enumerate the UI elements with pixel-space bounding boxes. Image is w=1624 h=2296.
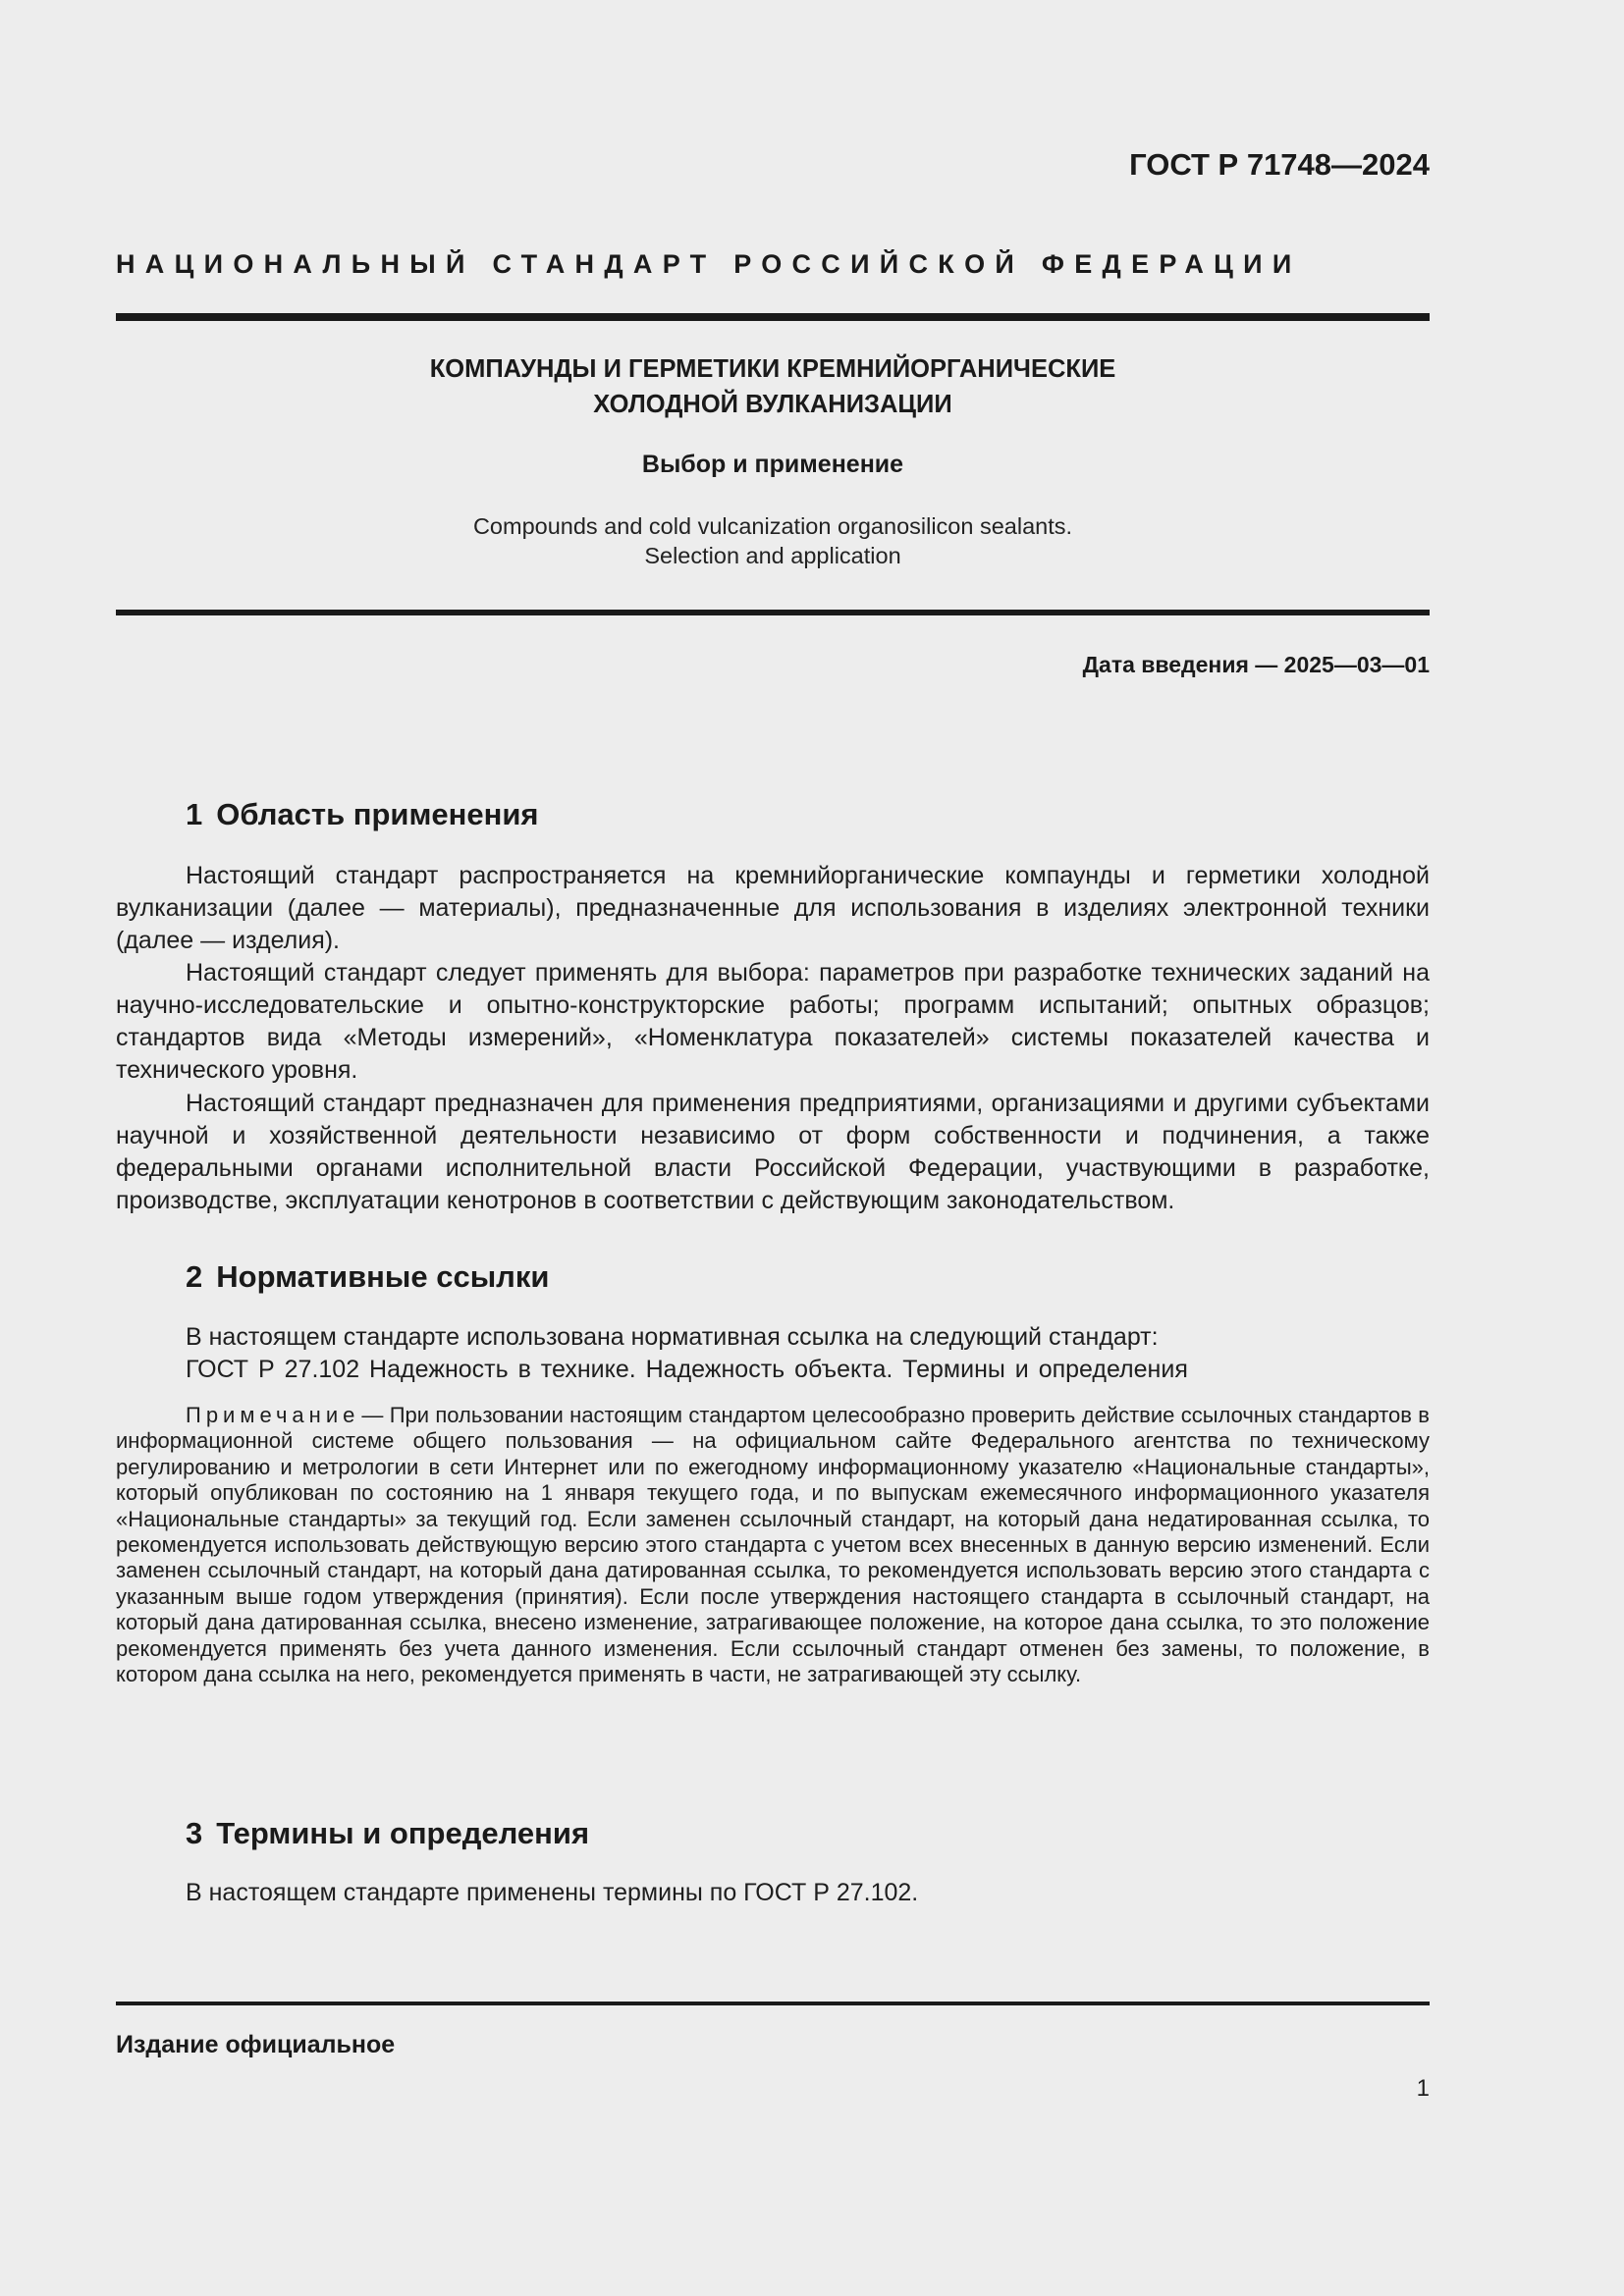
edition-label: Издание официальное: [116, 2031, 396, 2058]
document-title: [116, 351, 1430, 422]
english-title-line-1: Compounds and cold vulcanization organosilicon sealants.: [472, 513, 1073, 539]
references-note: [116, 1403, 1430, 1687]
title-line-1: КОМПАУНДЫ И ГЕРМЕТИКИ КРЕМНИЙОРГАНИЧЕСКИЕ: [429, 355, 1116, 383]
section-number: 1: [186, 797, 203, 831]
gost-number: ГОСТ Р 71748—2024: [1129, 147, 1430, 182]
english-title: [116, 511, 1430, 570]
intro-date: Дата введения — 2025—03—01: [1082, 652, 1430, 677]
national-standard-heading: НАЦИОНАЛЬНЫЙ СТАНДАРТ РОССИЙСКОЙ ФЕДЕРАЦИИ: [116, 249, 1302, 279]
section-title: Термины и определения: [216, 1816, 590, 1850]
section-title: Область применения: [216, 797, 539, 831]
note-text: — При пользовании настоящим стандартом целесообразно проверить действие ссылочных стандартов в информационной системе общего пользования — на официальном сайте Федерального агентства по техническому регулированию и метрологии в сети Интернет или по ежегодному информационному указателю «Национальные стандарты», который опубликован по состоянию на 1 января текущего года, и по выпускам ежемесячного информационного указателя «Национальные стандарты» за текущий год. Если заменен ссылочный стандарт, на который дана недатированная ссылка, то рекомендуется использовать действующую версию этого стандарта с учетом всех внесенных в данную версию изменений. Если заменен ссылочный стандарт, на который дана датированная ссылка, то рекомендуется использовать версию этого стандарта с указанным выше годом утверждения (принятия). Если после утверждения настоящего стандарта в ссылочный стандарт, на который дана датированная ссылка, внесено изменение, затрагивающее положение, на которое дана ссылка, то это положение рекомендуется применять без учета данного изменения. Если ссылочный стандарт отменен без замены, то положение, в котором дана ссылка на него, рекомендуется применять в части, не затрагивающей эту ссылку.: [116, 1403, 1430, 1687]
section-heading-terms: [186, 1816, 589, 1851]
scope-paragraph-1: Настоящий стандарт распространяется на кремнийорганические компаунды и герметики холодной вулканизации (далее — материалы), предназначенные для использования в изделиях электронной техники (далее — изделия).: [116, 862, 1430, 954]
section-number: 2: [186, 1259, 203, 1294]
top-divider: [116, 313, 1430, 321]
page-number: 1: [1416, 2075, 1430, 2102]
title-divider: [116, 610, 1430, 615]
footer-divider: [116, 2002, 1430, 2005]
title-line-2: ХОЛОДНОЙ ВУЛКАНИЗАЦИИ: [593, 391, 952, 418]
english-title-line-2: Selection and application: [644, 543, 901, 568]
document-subtitle: Выбор и применение: [641, 451, 904, 478]
scope-paragraph-2: Настоящий стандарт следует применять для выбора: параметров при разработке технических заданий на научно-исследовательские и опытно-конструкторские работы; программ испытаний; опытных образцов; стандартов вида «Методы измерений», «Номенклатура показателей» системы показателей качества и технического уровня.: [116, 959, 1430, 1084]
section-heading-references: [186, 1259, 549, 1295]
section-number: 3: [186, 1816, 203, 1850]
scope-paragraph-3: Настоящий стандарт предназначен для применения предприятиями, организациями и другими субъектами научной и хозяйственной деятельности независимо от форм собственности и подчинения, а также федеральными органами исполнительной власти Российской Федерации, участвующими в разработке, производстве, эксплуатации кенотронов в соответствии с действующим законодательством.: [116, 1090, 1430, 1214]
reference-item: ГОСТ Р 27.102 Надежность в технике. Надежность объекта. Термины и определения: [186, 1356, 1188, 1383]
terms-paragraph: В настоящем стандарте применены термины по ГОСТ Р 27.102.: [186, 1879, 919, 1906]
note-label: Примечание: [186, 1403, 360, 1427]
section-title: Нормативные ссылки: [216, 1259, 550, 1294]
references-intro: В настоящем стандарте использована нормативная ссылка на следующий стандарт:: [186, 1323, 1159, 1351]
section-heading-scope: [186, 797, 539, 832]
